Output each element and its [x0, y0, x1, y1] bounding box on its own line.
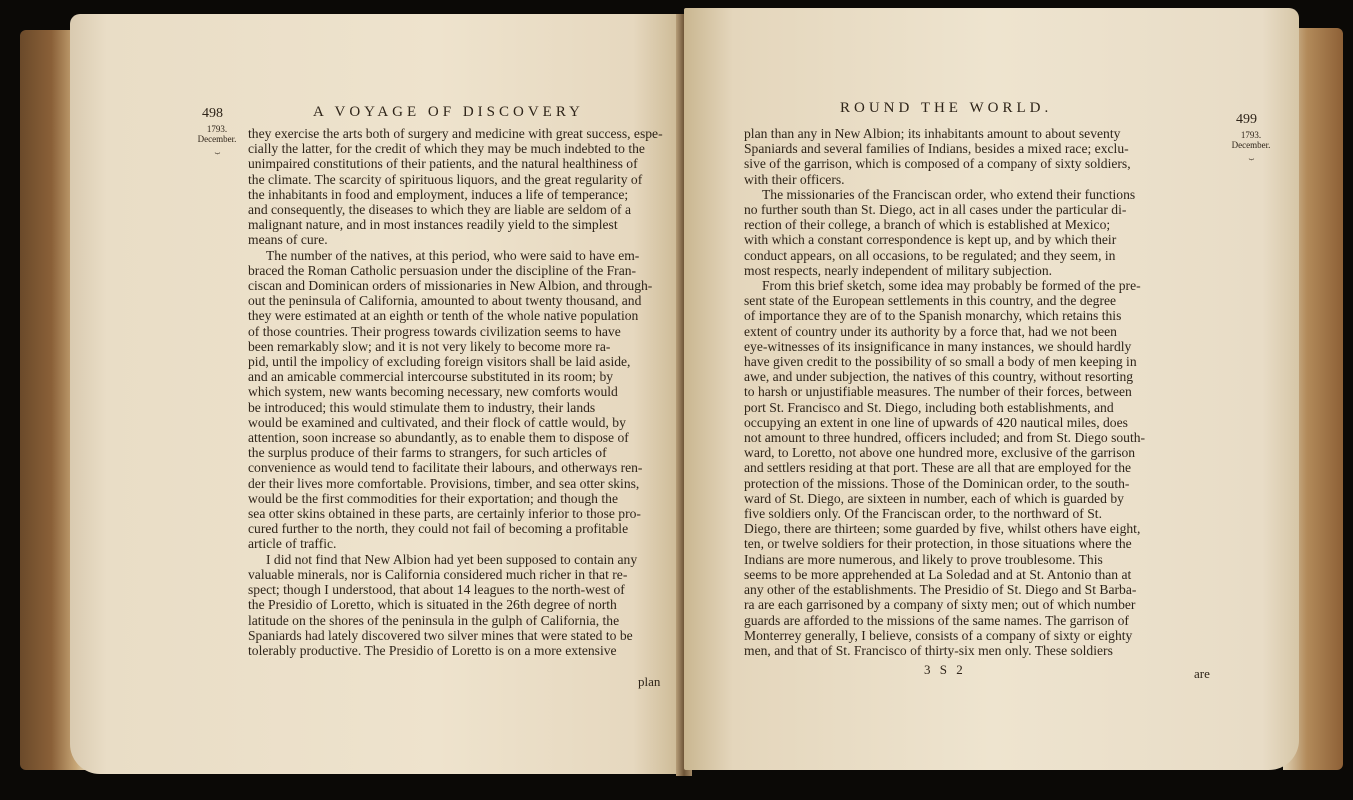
margin-note-year: 1793.	[206, 124, 228, 134]
left-page-body	[248, 126, 668, 658]
text-line: awe, and under subjection, the natives of this country, without resorting	[744, 369, 1134, 385]
text-line: with their officers.	[744, 171, 845, 187]
text-line: and consequently, the diseases to which they are liable are seldom of a	[248, 202, 632, 218]
right-page	[684, 8, 1299, 770]
margin-note-month: December.	[197, 134, 237, 144]
catchword-right: are	[1194, 666, 1210, 681]
text-line: extent of country under its authority by a force that, had we not been	[744, 323, 1117, 339]
text-line: they were estimated at an eighth or tenth of the whole native population	[248, 308, 639, 324]
text-line: conduct appears, on all occasions, to be regulated; and they seem, in	[744, 247, 1116, 263]
text-line: convenience as would tend to facilitate their labours, and otherways ren-	[248, 460, 643, 476]
text-line: The number of the natives, at this period, who were said to have em-	[266, 247, 640, 263]
text-line: which system, new wants becoming necessary, new comforts would	[248, 384, 618, 400]
margin-note-right	[1228, 130, 1274, 160]
text-line: any other of the establishments. The Presidio of St. Diego and St Barba-	[744, 582, 1137, 598]
text-line: Monterrey generally, I believe, consists of a company of sixty or eighty	[744, 627, 1133, 643]
text-line: I did not find that New Albion had yet been supposed to contain any	[266, 551, 638, 567]
signature-mark: 3 S 2	[924, 662, 966, 677]
text-line: the inhabitants in food and employment, induces a life of temperance;	[248, 186, 629, 202]
text-line: would be examined and cultivated, and their flock of cattle would, by	[248, 414, 626, 430]
running-head-right: ROUND THE WORLD.	[840, 100, 1053, 116]
text-line: the climate. The scarcity of spirituous liquors, and the great regularity of	[248, 171, 643, 187]
text-line: and settlers residing at that port. These are all that are employed for the	[744, 460, 1132, 476]
page-number-right: 499	[1236, 112, 1257, 127]
text-line: tolerably productive. The Presidio of Loretto is on a more extensive	[248, 642, 617, 658]
text-line: malignant nature, and in most instances readily yield to the simplest	[248, 217, 618, 233]
text-line: cured further to the north, they could not fail of becoming a profitable	[248, 521, 629, 537]
text-line: der their lives more comfortable. Provisions, timber, and sea otter skins,	[248, 475, 640, 491]
margin-note-left	[194, 124, 240, 154]
text-line: have given credit to the possibility of so small a body of men keeping in	[744, 354, 1137, 370]
text-line: occupying an extent in one line of upwards of 420 nautical miles, does	[744, 414, 1128, 430]
text-line: eye-witnesses of its insignificance in many instances, we should hardly	[744, 338, 1132, 354]
text-line: would be the first commodities for their exportation; and though the	[248, 490, 618, 506]
text-line: sea otter skins obtained in these parts, are certainly inferior to those pro-	[248, 506, 641, 522]
text-line: most respects, nearly independent of military subjection.	[744, 262, 1053, 278]
text-line: port St. Francisco and St. Diego, including both establishments, and	[744, 399, 1114, 415]
text-line: unimpaired constitutions of their patients, and the natural healthiness of	[248, 156, 638, 172]
left-page	[70, 14, 682, 774]
text-line: From this brief sketch, some idea may probably be formed of the pre-	[762, 278, 1141, 294]
text-line: valuable minerals, nor is California considered much richer in that re-	[248, 566, 628, 582]
text-line: to harsh or unjustifiable measures. The number of their forces, between	[744, 384, 1132, 400]
text-line: ward of St. Diego, are sixteen in number, each of which is guarded by	[744, 490, 1124, 506]
page-number-left: 498	[202, 106, 223, 121]
text-line: be introduced; this would stimulate them to industry, their lands	[248, 399, 596, 415]
catchword-left: plan	[638, 674, 661, 689]
right-page-body	[744, 126, 1218, 658]
brace-mark: ⏟	[214, 144, 220, 154]
text-line: Spaniards and several families of Indians, besides a mixed race; exclu-	[744, 141, 1129, 157]
text-line: rection of their college, a branch of which is established at Mexico;	[744, 217, 1111, 233]
text-line: guards are afforded to the missions of the same names. The garrison of	[744, 612, 1129, 628]
text-line: sent state of the European settlements in this country, and the degree	[744, 293, 1117, 309]
text-line: of importance they are of to the Spanish monarchy, which retains this	[744, 308, 1122, 324]
text-line: article of traffic.	[248, 536, 337, 552]
margin-note-year: 1793.	[1240, 130, 1262, 140]
text-line: the Presidio of Loretto, which is situated in the 26th degree of north	[248, 597, 617, 613]
text-line: braced the Roman Catholic persuasion under the discipline of the Fran-	[248, 262, 637, 278]
text-line: out the peninsula of California, amounted to about twenty thousand, and	[248, 293, 642, 309]
text-line: The missionaries of the Franciscan order, who extend their functions	[762, 186, 1136, 202]
text-line: plan than any in New Albion; its inhabitants amount to about seventy	[744, 126, 1121, 141]
text-line: sive of the garrison, which is composed of a company of sixty soldiers,	[744, 156, 1131, 172]
text-line: Spaniards had lately discovered two silver mines that were stated to be	[248, 627, 633, 643]
text-line: spect; though I understood, that about 14 leagues to the north-west of	[248, 582, 625, 598]
margin-note-month: December.	[1231, 140, 1271, 150]
text-line: pid, until the impolicy of excluding foreign visitors shall be laid aside,	[248, 354, 631, 370]
text-line: latitude on the shores of the peninsula in the gulph of California, the	[248, 612, 620, 628]
text-line: not amount to three hundred, officers included; and from St. Diego south-	[744, 430, 1146, 446]
text-line: no further south than St. Diego, act in all cases under the particular di-	[744, 202, 1127, 218]
text-line: means of cure.	[248, 232, 328, 248]
text-line: with which a constant correspondence is kept up, and by which their	[744, 232, 1117, 248]
text-line: attention, soon increase so abundantly, as to enable them to dispose of	[248, 430, 629, 446]
text-line: seems to be more apprehended at La Soledad and at St. Antonio than at	[744, 566, 1132, 582]
text-line: five soldiers only. Of the Franciscan order, to the northward of St.	[744, 506, 1102, 522]
text-line: ciscan and Dominican orders of missionaries in New Albion, and through-	[248, 278, 653, 294]
running-head-left: A VOYAGE OF DISCOVERY	[313, 104, 584, 120]
text-line: men, and that of St. Francisco of thirty-six men only. These soldiers	[744, 642, 1113, 658]
text-line: been remarkably slow; and it is not very likely to become more ra-	[248, 338, 611, 354]
text-line: Diego, there are thirteen; some guarded by five, whilst others have eight,	[744, 521, 1141, 537]
text-line: ten, or twelve soldiers for their protection, in those situations where the	[744, 536, 1132, 552]
text-line: of those countries. Their progress towards civilization seems to have	[248, 323, 621, 339]
text-line: cially the latter, for the credit of which they may be much indebted to the	[248, 141, 645, 157]
text-line: the surplus produce of their farms to strangers, for such articles of	[248, 445, 607, 461]
text-line: they exercise the arts both of surgery and medicine with great success, espe-	[248, 126, 663, 141]
text-line: Indians are more numerous, and likely to prove troublesome. This	[744, 551, 1103, 567]
text-line: protection of the missions. Those of the Dominican order, to the south-	[744, 475, 1130, 491]
text-line: and an amicable commercial intercourse substituted in its room; by	[248, 369, 614, 385]
text-line: ward, to Loretto, not above one hundred more, exclusive of the garrison	[744, 445, 1136, 461]
brace-mark: ⏟	[1248, 150, 1254, 160]
text-line: ra are each garrisoned by a company of sixty men; out of which number	[744, 597, 1136, 613]
